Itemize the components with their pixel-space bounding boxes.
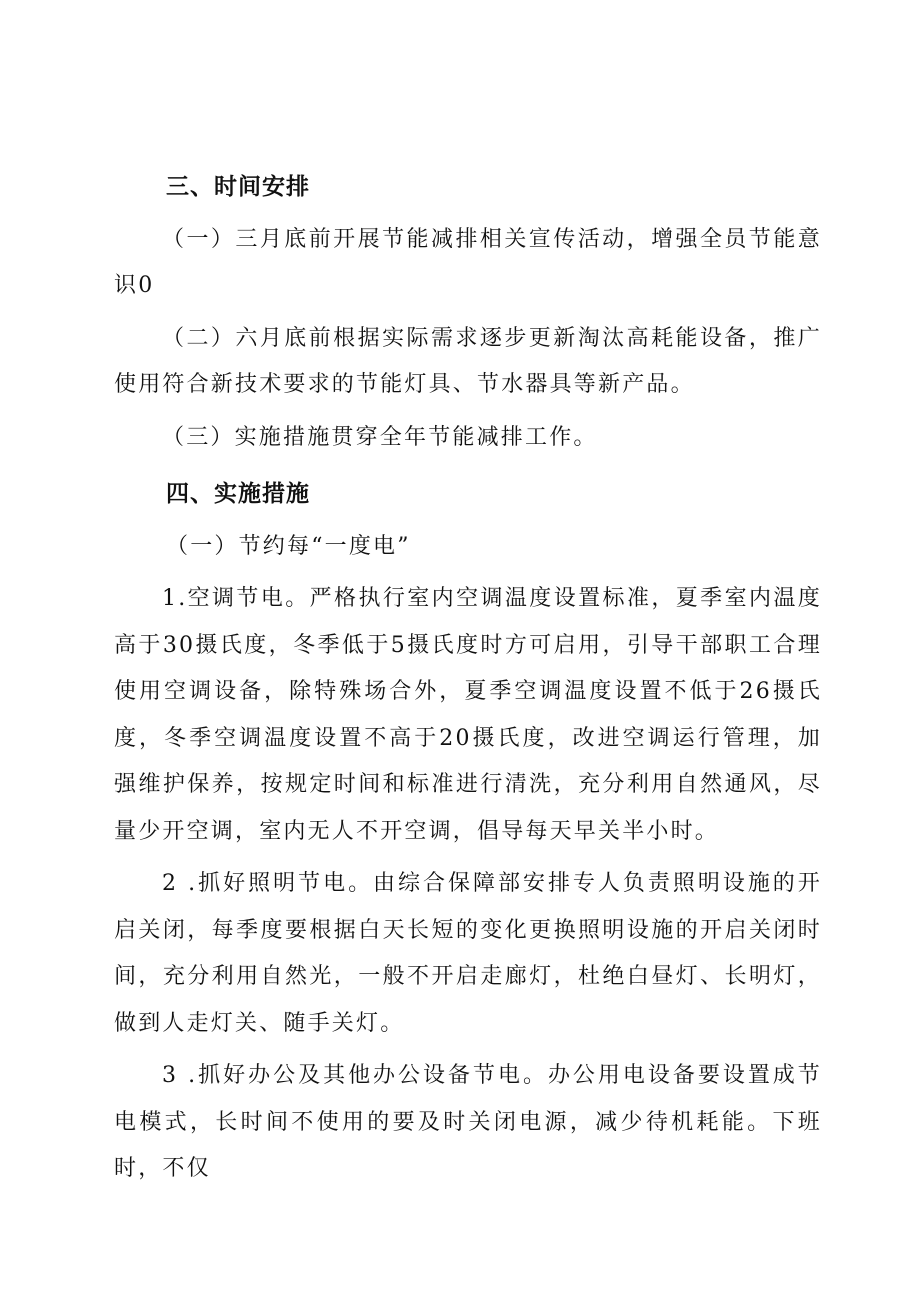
measure-paragraph-office-equipment: 3 .抓好办公及其他办公设备节电。办公用电设备要设置成节电模式，长时间不使用的要及时关闭电源，减少待机耗能。下班时，不仅 bbox=[114, 1063, 822, 1181]
schedule-item-2: （二）六月底前根据实际需求逐步更新淘汰高耗能设备，推广使用符合新技术要求的节能灯具、节水器具等新产品。 bbox=[114, 325, 822, 397]
section-heading-measures: 四、实施措施 bbox=[166, 481, 310, 507]
section-heading-schedule: 三、时间安排 bbox=[166, 174, 310, 200]
measure-paragraph-air-conditioning: 1.空调节电。严格执行室内空调温度设置标准，夏季室内温度高于30摄氏度，冬季低于5摄氏度时方可启用，引导干部职工合理使用空调设备，除特殊场合外，夏季空调温度设置不低于26摄氏度，冬季空调温度设置不高于20摄氏度，改进空调运行管理，加强维护保养，按规定时间和标准进行清洗，充分利用自然通风，尽量少开空调，室内无人不开空调，倡导每天早关半小时。 bbox=[114, 586, 822, 844]
subheading-save-electricity: （一）节约每“一度电” bbox=[166, 533, 411, 559]
schedule-item-3: （三）实施措施贯穿全年节能减排工作。 bbox=[162, 424, 598, 450]
measure-paragraph-lighting: 2 .抓好照明节电。由综合保障部安排专人负责照明设施的开启关闭，每季度要根据白天长短的变化更换照明设施的开启关闭时间，充分利用自然光，一般不开启走廊灯，杜绝白昼灯、长明灯，做到人走灯关、随手关灯。 bbox=[114, 871, 822, 1036]
schedule-item-1: （一）三月底前开展节能减排相关宣传活动，增强全员节能意识0 bbox=[114, 226, 822, 298]
document-body bbox=[114, 164, 822, 1193]
